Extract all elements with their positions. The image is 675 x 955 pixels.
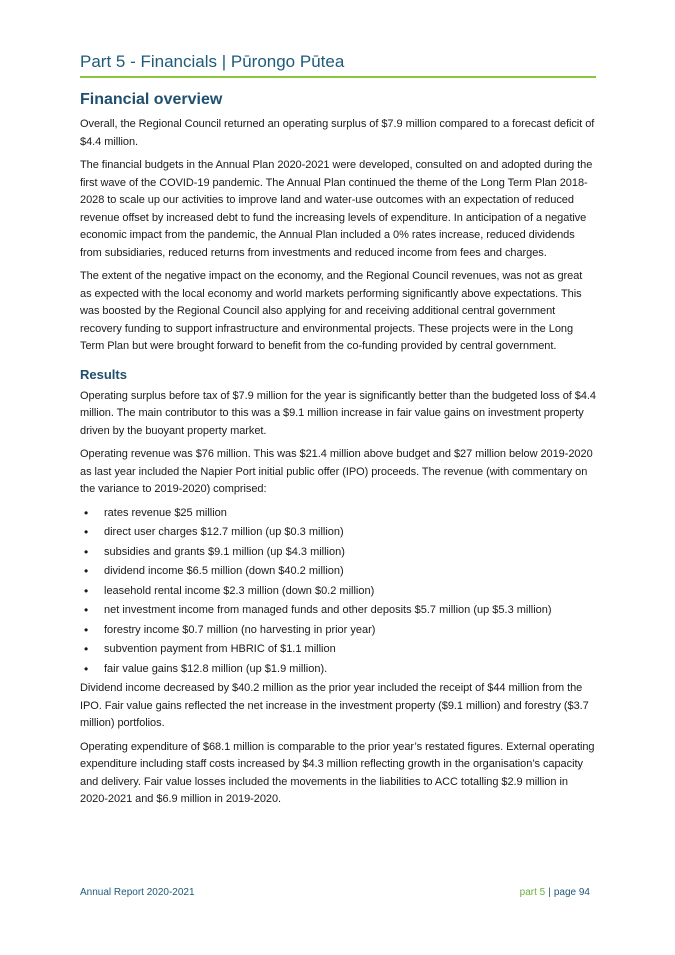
- revenue-list: [80, 505, 596, 679]
- list-item: • net investment income from managed funds and other deposits $5.7 million (up $5.3 million): [80, 602, 596, 620]
- part-title: Part 5 - Financials | Pūrongo Pūtea: [80, 50, 596, 78]
- page-header: [80, 50, 596, 78]
- list-item: • rates revenue $25 million: [80, 505, 596, 523]
- results-paragraph: Operating expenditure of $68.1 million is comparable to the prior year’s restated figures. External operating expenditure including staff costs increased by $4.3 million reflecting growth in the organisation’s capacity and delivery. Fair value losses included the movements in the liabilities to ACC totalling $2.9 million in 2020-2021 and $6.9 million in 2019-2020.: [80, 740, 595, 805]
- overview-paragraph: The financial budgets in the Annual Plan 2020-2021 were developed, consulted on and adopted during the first wave of the COVID-19 pandemic. The Annual Plan continued the theme of the Long Term Plan 2018-2028 to scale up our activities to improve land and water-use outcomes with an expectation of reduced revenue offset by increased debt to fund the increasing levels of expenditure. In anticipation of a negative economic impact from the pandemic, the Annual Plan included a 0% rates increase, reduced dividends from subsidiaries, reduced returns from investments and reduced income from fees and charges.: [80, 159, 593, 259]
- document-body: [80, 90, 596, 815]
- footer-separator: |: [548, 887, 551, 898]
- results-paragraph: Dividend income decreased by $40.2 million as the prior year included the receipt of $44 million from the IPO. Fair value gains reflected the net increase in the investment property ($9.1 million) and forestry ($3.7 million) portfolios.: [80, 682, 589, 729]
- results-paragraph: Operating surplus before tax of $7.9 million for the year is significantly better than the budgeted loss of $4.4 million. The main contributor to this was a $9.1 million increase in fair value gains on investment property driven by the buoyant property market.: [80, 389, 596, 437]
- overview-paragraph: The extent of the negative impact on the economy, and the Regional Council revenues, was not as great as expected with the local economy and world markets performing significantly above expectations. This was boosted by the Regional Council also applying for and receiving additional central government recovery funding to support infrastructure and environmental projects. These projects were in the Long Term Plan but were brought forward to benefit from the co-funding provided by central government.: [80, 270, 583, 352]
- list-item: • leasehold rental income $2.3 million (down $0.2 million): [80, 583, 596, 601]
- list-item: • subsidies and grants $9.1 million (up $4.3 million): [80, 544, 596, 562]
- list-item: • subvention payment from HBRIC of $1.1 million: [80, 641, 596, 659]
- footer-page-number: page 94: [553, 887, 590, 898]
- overview-paragraph: Overall, the Regional Council returned an operating surplus of $7.9 million compared to a forecast deficit of $4.4 million.: [80, 118, 595, 148]
- list-item: • fair value gains $12.8 million (up $1.9 million).: [80, 661, 596, 679]
- footer-part-label: part 5: [519, 887, 546, 898]
- section-heading-financial-overview: Financial overview: [80, 91, 223, 108]
- section-heading-results: Results: [80, 366, 127, 382]
- footer-report-title: Annual Report 2020-2021: [80, 887, 195, 898]
- list-item: • forestry income $0.7 million (no harvesting in prior year): [80, 622, 596, 640]
- footer-page-info: [520, 886, 590, 900]
- list-item: • dividend income $6.5 million (down $40.2 million): [80, 563, 596, 581]
- results-paragraph: Operating revenue was $76 million. This was $21.4 million above budget and $27 million below 2019-2020 as last year included the Napier Port initial public offer (IPO) proceeds. The revenue (with commentary on the variance to 2019-2020) comprised:: [80, 448, 593, 495]
- list-item: • direct user charges $12.7 million (up $0.3 million): [80, 524, 596, 542]
